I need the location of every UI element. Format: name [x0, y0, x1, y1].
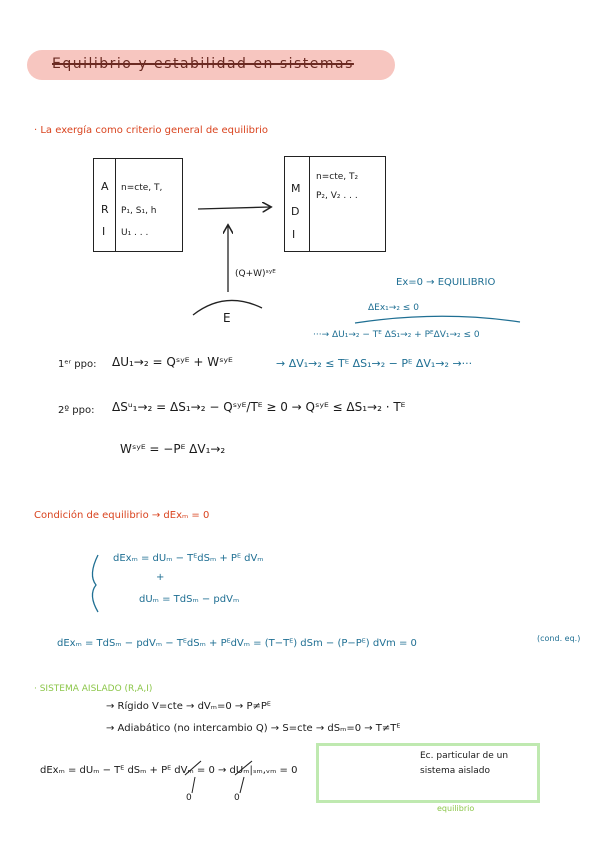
rigid-condition: → Rígido V=cte → dVₘ=0 → P≠Pᴱ	[106, 701, 271, 712]
isolated-final-equation: dExₘ = dUₘ − Tᴱ dSₘ + Pᴱ dVₘ = 0 → dUₘ|ₛₘ,ᵥₘ = 0	[40, 765, 298, 776]
first-principle-equation: ΔU₁→₂ = Qˢʸᴱ + Wˢʸᴱ	[112, 355, 233, 369]
heat-work-label: (Q+W)ˢʸᴱ	[235, 269, 276, 279]
first-principle-arrow: → ΔV₁→₂ ≤ Tᴱ ΔS₁→₂ − Pᴱ ΔV₁→₂ →···	[276, 357, 473, 370]
second-principle-label: 2º ppo:	[58, 405, 95, 416]
internal-energy-differential: dUₘ = TdSₘ − pdVₘ	[139, 594, 240, 605]
exergy-zero-equilibrium: Ex=0 → EQUILIBRIO	[396, 277, 496, 288]
box-left-line-1: n=cte, T,	[121, 183, 163, 193]
box-left-letter-i: I	[102, 225, 106, 238]
box-left-letter-r: R	[101, 203, 109, 216]
second-principle-equation: ΔSᵘ₁→₂ = ΔS₁→₂ − Qˢʸᴱ/Tᴱ ≥ 0 → Qˢʸᴱ ≤ ΔS₁→₂ · Tᴱ	[112, 400, 406, 414]
box-right-letter-d: D	[291, 205, 300, 218]
isolated-box-text-1: Ec. particular de un	[420, 751, 509, 761]
section-heading-equilibrium: Condición de equilibrio → dExₘ = 0	[34, 510, 210, 521]
zero-annotation-1: 0	[186, 793, 192, 803]
box-right-letter-i: I	[292, 228, 296, 241]
box-right-letter-m: M	[291, 182, 301, 195]
adiabatic-condition: → Adiabático (no intercambio Q) → S=cte → dSₘ=0 → T≠Tᴱ	[106, 723, 401, 734]
work-equation: Wˢʸᴱ = −Pᴱ ΔV₁→₂	[120, 442, 226, 456]
environment-label: E	[223, 311, 231, 325]
zero-pointer-2	[240, 777, 244, 793]
box-left-letter-a: A	[101, 180, 109, 193]
isolated-box-text-2: sistema aislado	[420, 766, 491, 776]
equilibrium-condition-note: (cond. eq.)	[537, 634, 581, 643]
exergy-differential: dExₘ = dUₘ − TᴱdSₘ + Pᴱ dVₘ	[113, 553, 264, 564]
section-heading-exergy: · La exergía como criterio general de equilibrio	[34, 125, 269, 136]
plus-sign: +	[156, 572, 165, 583]
box-right-line-1: n=cte, T₂	[316, 172, 359, 182]
page-title: Equilibrio y estabilidad en sistemas	[52, 56, 354, 72]
equilibrium-label: equilibrio	[437, 804, 475, 813]
section-heading-isolated: · SISTEMA AISLADO (R,A,I)	[34, 684, 153, 694]
exergy-expansion: ···→ ΔU₁→₂ − Tᴱ ΔS₁→₂ + PᴱΔV₁→₂ ≤ 0	[313, 330, 480, 340]
zero-pointer-1	[192, 777, 195, 793]
box-left-line-3: U₁ . . .	[121, 228, 149, 238]
combined-equation: dExₘ = TdSₘ − pdVₘ − TᴱdSₘ + PᴱdVₘ = (T−Tᴱ) dSm − (P−Pᴱ) dVm = 0	[57, 638, 417, 649]
exergy-brace	[355, 316, 520, 323]
equation-brace	[92, 555, 98, 612]
exergy-change: ΔEx₁→₂ ≤ 0	[368, 303, 419, 313]
process-arrow	[198, 207, 270, 209]
box-right-line-2: P₂, V₂ . . .	[316, 191, 358, 201]
first-principle-label: 1ᵉʳ ppo:	[58, 359, 97, 370]
zero-annotation-2: 0	[234, 793, 240, 803]
box-left-line-2: P₁, S₁, h	[121, 206, 157, 216]
